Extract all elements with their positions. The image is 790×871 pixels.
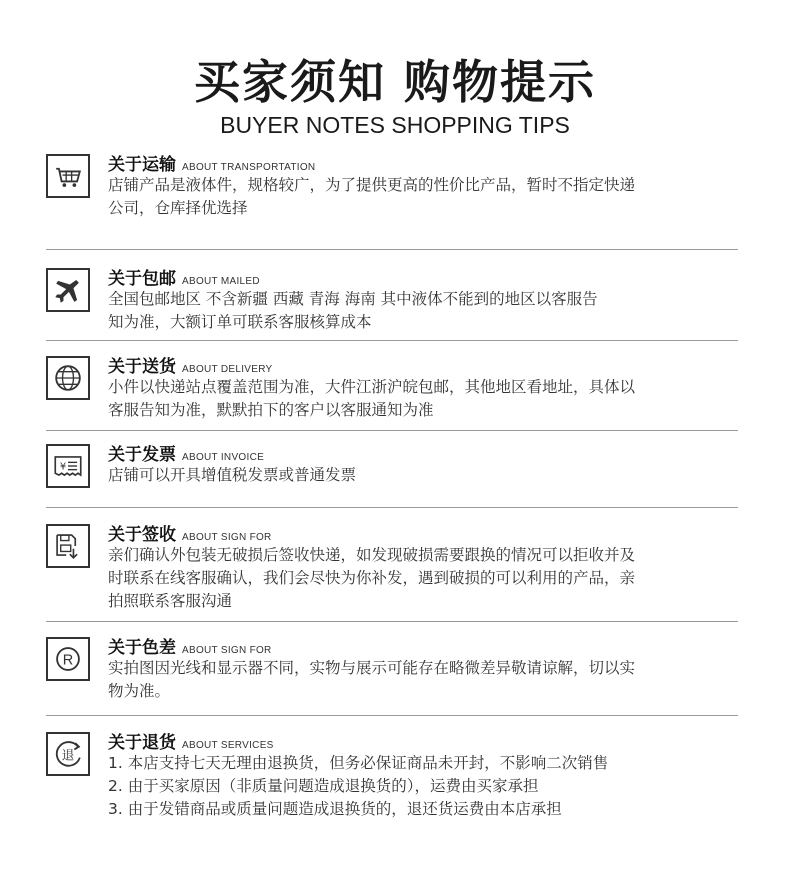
section-heading — [108, 440, 264, 465]
section-body — [108, 288, 728, 334]
body-line: 实拍图因光线和显示器不同，实物与展示可能存在略微差异敬请谅解，切以实 — [108, 659, 636, 677]
section-heading — [108, 352, 273, 377]
return-icon — [46, 732, 90, 776]
section-title: 关于色差 — [108, 638, 176, 658]
body-line: 店铺可以开具增值税发票或普通发票 — [108, 466, 357, 484]
section-returns — [46, 728, 736, 828]
section-title: 关于送货 — [108, 357, 176, 377]
body-line: 客服告知为准，默默拍下的客户以客服通知为准 — [108, 401, 434, 419]
invoice-yen-glyph: ¥ — [59, 461, 67, 473]
registered-glyph: R — [62, 652, 74, 669]
divider — [46, 249, 738, 250]
section-body — [108, 657, 728, 703]
section-heading — [108, 728, 274, 753]
section-body — [108, 376, 728, 422]
body-line: 1. 本店支持七天无理由退换货，但务必保证商品未开封，不影响二次销售 — [108, 754, 609, 772]
invoice-icon — [46, 444, 90, 488]
section-title: 关于运输 — [108, 155, 176, 175]
section-title-en: ABOUT SERVICES — [182, 740, 274, 751]
section-title-en: ABOUT TRANSPORTATION — [182, 162, 316, 173]
section-delivery — [46, 352, 736, 424]
divider — [46, 507, 738, 508]
divider — [46, 715, 738, 716]
section-body — [108, 752, 728, 821]
sign-for-icon — [46, 524, 90, 568]
divider — [46, 621, 738, 622]
section-body — [108, 174, 728, 220]
section-title-en: ABOUT INVOICE — [182, 452, 265, 463]
section-title-en: ABOUT SIGN FOR — [182, 532, 272, 543]
section-body — [108, 464, 728, 487]
section-heading — [108, 150, 315, 175]
section-heading — [108, 520, 272, 545]
section-title-en: ABOUT SIGN FOR — [182, 645, 272, 656]
divider — [46, 340, 738, 341]
body-line: 亲们确认外包装无破损后签收快递，如发现破损需要跟换的情况可以拒收并及 — [108, 546, 636, 564]
registered-icon — [46, 637, 90, 681]
body-line: 店铺产品是液体件，规格较广，为了提供更高的性价比产品，暂时不指定快递 — [108, 176, 636, 194]
body-line: 公司，仓库择优选择 — [108, 199, 248, 217]
section-title: 关于退货 — [108, 733, 176, 753]
body-line: 3. 由于发错商品或质量问题造成退换货的，退还货运费由本店承担 — [108, 800, 562, 818]
section-sign-for — [46, 520, 736, 616]
page-subtitle: BUYER NOTES SHOPPING TIPS — [220, 112, 570, 138]
body-line: 小件以快递站点覆盖范围为准，大件江浙沪皖包邮，其他地区看地址，具体以 — [108, 378, 636, 396]
shopping-cart-icon — [46, 154, 90, 198]
section-invoice — [46, 440, 736, 496]
section-title: 关于发票 — [108, 445, 176, 465]
body-line: 2. 由于买家原因（非质量问题造成退换货的），运费由买家承担 — [108, 777, 539, 795]
section-title: 关于签收 — [108, 525, 176, 545]
section-color-difference — [46, 633, 736, 707]
body-line: 物为准。 — [108, 682, 171, 700]
page-title: 买家须知 购物提示 — [193, 55, 596, 109]
section-transportation — [46, 150, 736, 230]
airplane-icon — [46, 268, 90, 312]
section-title: 关于包邮 — [108, 269, 176, 289]
body-line: 时联系在线客服确认，我们会尽快为你补发，遇到破损的可以利用的产品，亲 — [108, 569, 636, 587]
section-body — [108, 544, 728, 613]
body-line: 知为准，大额订单可联系客服核算成本 — [108, 313, 372, 331]
divider — [46, 430, 738, 431]
body-line: 拍照联系客服沟通 — [108, 592, 233, 610]
section-title-en: ABOUT MAILED — [182, 276, 260, 287]
return-glyph: 退 — [61, 747, 75, 763]
section-mailed — [46, 264, 736, 336]
body-line: 全国包邮地区 不含新疆 西藏 青海 海南 其中液体不能到的地区以客服告 — [108, 290, 598, 308]
section-heading — [108, 633, 272, 658]
section-heading — [108, 264, 260, 289]
globe-icon — [46, 356, 90, 400]
section-title-en: ABOUT DELIVERY — [182, 364, 273, 375]
